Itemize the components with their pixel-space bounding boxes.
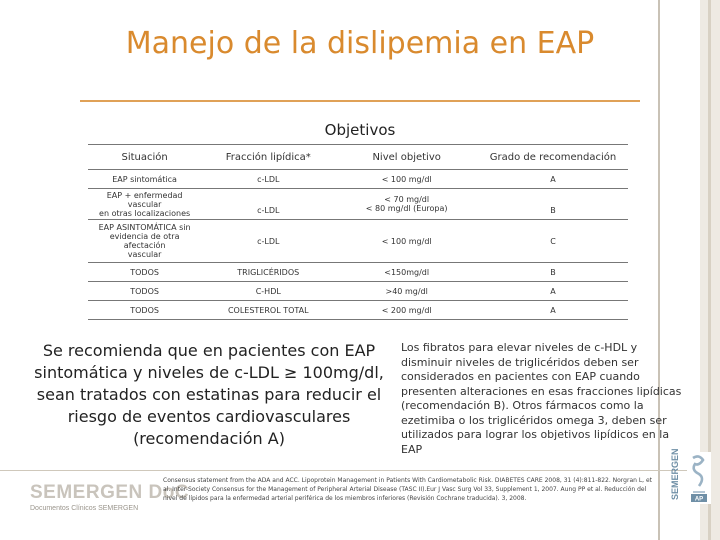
column-header-situacion: Situación [88,145,201,170]
semergen-emblem-icon [687,452,711,504]
fibrates-recommendation-text: Los fibratos para elevar niveles de c-HDL y disminuir niveles de triglicéridos deben ser considerados en pacientes con EAP cuando presenten alteraciones en esas fracciones lipídicas (recomendación B). Otros fármacos como la ezetimiba o los triglicéridos omega 3, deben ser utilizados para lograr los objetivos lipídicos en la EAP [401,341,682,456]
cell-nivel: < 100 mg/dl [335,220,478,263]
reference-line: nivel de lípidos para la enfermedad arterial periférica de los miembros inferiores (Revisión Cochrane traducida). 3, 2008. [163,495,527,502]
table-row [88,301,628,320]
cell-situacion-line: en otras localizaciones [99,208,191,218]
cell-grado: B [478,189,628,220]
title-divider [80,100,640,102]
cell-situacion: TODOS [88,282,201,301]
cell-nivel-line: < 80 mg/dl (Europa) [365,204,448,213]
logo-subtitle: Documentos Clínicos SEMERGEN [30,505,139,512]
cell-situacion-line: vascular [127,250,162,259]
column-header-grado: Grado de recomendación [478,145,628,170]
section-subtitle: Objetivos [324,121,396,139]
logo-title: SEMERGEN DoC [30,482,190,503]
cell-grado: B [478,263,628,282]
cell-grado: C [478,220,628,263]
cell-situacion: TODOS [88,301,201,320]
cell-nivel: < 100 mg/dl [335,170,478,189]
cell-fraccion: c-LDL [201,189,335,220]
slide-title: Manejo de la dislipemia en EAP [125,26,595,61]
table-row [88,170,628,189]
table-row [88,263,628,282]
cell-fraccion: C-HDL [201,282,335,301]
footer-divider [0,470,700,471]
statin-recommendation-text: Se recomienda que en pacientes con EAP sintomática y niveles de c-LDL ≥ 100mg/dl, sean tratados con estatinas para reducir el riesgo de eventos cardiovasculares (recomendación A) [34,341,384,448]
cell-situacion-line: evidencia de otra afectación [109,232,180,250]
objectives-table [88,144,628,320]
table-row [88,189,628,220]
cell-nivel [335,189,478,220]
cell-fraccion: c-LDL [201,170,335,189]
decorative-stripe [658,0,660,540]
cell-grado: A [478,301,628,320]
semergen-vertical-logo: SEMERGEN [670,448,680,500]
reference-line: Consensus statement from the ADA and ACC. Lipoprotein Management in Patients With Cardiometabolic Risk. DIABETES CARE 2008, 31 (4):811-822. Norgran L, et [163,477,653,484]
cell-situacion: TODOS [88,263,201,282]
cell-situacion [88,189,201,220]
cell-grado: A [478,170,628,189]
column-header-fraccion: Fracción lipídica* [201,145,335,170]
references-text [163,476,673,503]
cell-fraccion: TRIGLICÉRIDOS [201,263,335,282]
cell-situacion [88,220,201,263]
cell-fraccion: c-LDL [201,220,335,263]
cell-nivel: >40 mg/dl [335,282,478,301]
emblem-ap-label: AP [694,496,704,503]
column-header-nivel: Nivel objetivo [335,145,478,170]
reference-line: al. Inter-Society Consensus for the Management of Peripheral Arterial Disease (TASC II).Eur J Vasc Surg Vol 33, Supplement 1, 2007. Aung PP et al. Reducción del [163,486,647,493]
cell-fraccion: COLESTEROL TOTAL [201,301,335,320]
cell-situacion-line: EAP ASINTOMÁTICA sin [98,223,191,232]
cell-situacion: EAP sintomática [88,170,201,189]
cell-situacion-line: EAP + enfermedad vascular [106,190,183,209]
table-row [88,220,628,263]
cell-nivel: <150mg/dl [335,263,478,282]
cell-grado: A [478,282,628,301]
table-header-row [88,145,628,170]
cell-nivel-line: < 70 mg/dl [384,195,430,204]
cell-nivel: < 200 mg/dl [335,301,478,320]
table-row [88,282,628,301]
